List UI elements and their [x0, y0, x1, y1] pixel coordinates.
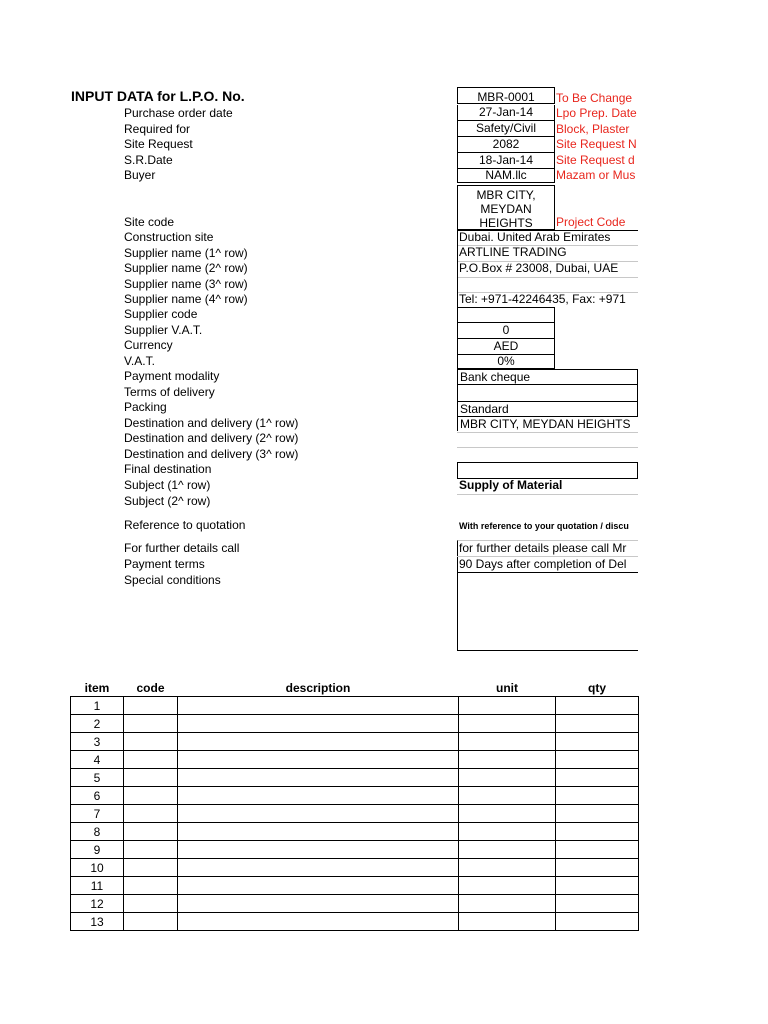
- table-row: [71, 841, 639, 859]
- item-qty-cell[interactable]: [556, 823, 639, 841]
- site-code-line-3: HEIGHTS: [479, 216, 533, 230]
- label-supplier-name-2: Supplier name (2^ row): [124, 261, 248, 275]
- label-supplier-name-4: Supplier name (4^ row): [124, 292, 248, 306]
- subject-2-field[interactable]: [457, 494, 638, 508]
- item-unit-cell[interactable]: [459, 859, 556, 877]
- lpo-number-field[interactable]: MBR-0001: [457, 87, 555, 104]
- po-date-field[interactable]: 27-Jan-14: [457, 105, 555, 121]
- item-unit-cell[interactable]: [459, 787, 556, 805]
- item-description-cell[interactable]: [178, 769, 459, 787]
- item-code-cell[interactable]: [124, 823, 178, 841]
- site-request-field[interactable]: 2082: [457, 137, 555, 153]
- subject-1-field[interactable]: Supply of Material: [459, 478, 563, 492]
- supplier-name-1-field[interactable]: ARTLINE TRADING: [459, 245, 567, 259]
- item-qty-cell[interactable]: [556, 895, 639, 913]
- destination-1-field[interactable]: MBR CITY, MEYDAN HEIGHTS: [457, 416, 638, 431]
- table-row: [71, 913, 639, 931]
- item-number-cell: 10: [71, 859, 124, 877]
- label-supplier-code: Supplier code: [124, 307, 198, 321]
- label-destination-3: Destination and delivery (3^ row): [124, 447, 299, 461]
- table-row: [71, 751, 639, 769]
- item-number-cell: 9: [71, 841, 124, 859]
- label-currency: Currency: [124, 338, 173, 352]
- item-unit-cell[interactable]: [459, 715, 556, 733]
- wide-field-left-border: [457, 230, 458, 307]
- note-buyer: Mazam or Mus: [556, 168, 636, 182]
- column-header-unit: unit: [496, 681, 518, 695]
- label-supplier-name-3: Supplier name (3^ row): [124, 277, 248, 291]
- construction-site-field[interactable]: Dubai. United Arab Emirates: [459, 230, 611, 244]
- item-description-cell[interactable]: [178, 715, 459, 733]
- label-special-conditions: Special conditions: [124, 573, 221, 587]
- item-number-cell: 11: [71, 877, 124, 895]
- label-supplier-name-1: Supplier name (1^ row): [124, 246, 248, 260]
- note-required-for: Block, Plaster: [556, 122, 630, 136]
- item-qty-cell[interactable]: [556, 913, 639, 931]
- item-description-cell[interactable]: [178, 841, 459, 859]
- note-site-code: Project Code: [556, 215, 626, 229]
- item-code-cell[interactable]: [124, 769, 178, 787]
- table-row: [71, 895, 639, 913]
- item-unit-cell[interactable]: [459, 877, 556, 895]
- item-number-cell: 13: [71, 913, 124, 931]
- construction-site-border: [457, 230, 638, 231]
- table-row: [71, 859, 639, 877]
- item-unit-cell[interactable]: [459, 913, 556, 931]
- supplier-name-2-field[interactable]: P.O.Box # 23008, Dubai, UAE: [459, 261, 619, 275]
- item-code-cell[interactable]: [124, 787, 178, 805]
- note-po-date: Lpo Prep. Date: [556, 106, 637, 120]
- gridline: [457, 292, 638, 293]
- reference-to-quotation-field[interactable]: With reference to your quotation / discu: [459, 521, 629, 531]
- label-subject-2: Subject (2^ row): [124, 494, 211, 508]
- item-description-cell[interactable]: [178, 895, 459, 913]
- item-number-cell: 7: [71, 805, 124, 823]
- table-row: [71, 697, 639, 715]
- label-site-code: Site code: [124, 215, 175, 229]
- table-row: [71, 769, 639, 787]
- label-reference-to-quotation: Reference to quotation: [124, 518, 246, 532]
- label-site-request: Site Request: [124, 137, 193, 151]
- item-code-cell[interactable]: [124, 877, 178, 895]
- item-number-cell: 2: [71, 715, 124, 733]
- item-qty-cell[interactable]: [556, 715, 639, 733]
- destination-2-field[interactable]: [457, 432, 638, 447]
- item-description-cell[interactable]: [178, 805, 459, 823]
- note-sr-date: Site Request d: [556, 153, 635, 167]
- item-description-cell[interactable]: [178, 859, 459, 877]
- item-number-cell: 4: [71, 751, 124, 769]
- final-destination-field[interactable]: [457, 462, 638, 479]
- label-buyer: Buyer: [124, 168, 156, 182]
- item-number-cell: 1: [71, 697, 124, 715]
- label-further-details: For further details call: [124, 541, 240, 555]
- item-code-cell[interactable]: [124, 859, 178, 877]
- required-for-field[interactable]: Safety/Civil: [457, 121, 555, 137]
- item-qty-cell[interactable]: [556, 877, 639, 895]
- note-site-request: Site Request N: [556, 137, 637, 151]
- item-code-cell[interactable]: [124, 895, 178, 913]
- supplier-code-field[interactable]: [457, 307, 555, 323]
- label-construction-site: Construction site: [124, 230, 214, 244]
- item-qty-cell[interactable]: [556, 805, 639, 823]
- sr-date-field[interactable]: 18-Jan-14: [457, 153, 555, 169]
- label-payment-terms: Payment terms: [124, 557, 205, 571]
- item-unit-cell[interactable]: [459, 805, 556, 823]
- label-purchase-order-date: Purchase order date: [124, 106, 233, 120]
- vat-field[interactable]: 0%: [457, 355, 555, 369]
- label-destination-2: Destination and delivery (2^ row): [124, 431, 299, 445]
- item-description-cell[interactable]: [178, 877, 459, 895]
- gridline: [457, 245, 638, 246]
- site-code-line-2: MEYDAN: [480, 202, 532, 216]
- table-row: [71, 733, 639, 751]
- label-required-for: Required for: [124, 122, 191, 136]
- item-qty-cell[interactable]: [556, 841, 639, 859]
- column-header-description: description: [285, 681, 351, 695]
- item-code-cell[interactable]: [124, 913, 178, 931]
- item-unit-cell[interactable]: [459, 841, 556, 859]
- supplier-vat-field[interactable]: 0: [457, 323, 555, 339]
- payment-terms-field[interactable]: 90 Days after completion of Del: [459, 557, 627, 571]
- item-number-cell: 6: [71, 787, 124, 805]
- item-unit-cell[interactable]: [459, 769, 556, 787]
- item-qty-cell[interactable]: [556, 769, 639, 787]
- page-title: INPUT DATA for L.P.O. No.: [71, 88, 245, 104]
- item-qty-cell[interactable]: [556, 697, 639, 715]
- item-description-cell[interactable]: [178, 823, 459, 841]
- buyer-field[interactable]: NAM.llc: [457, 169, 555, 183]
- gridline: [457, 261, 638, 262]
- item-number-cell: 12: [71, 895, 124, 913]
- items-table: [70, 680, 639, 931]
- label-final-destination: Final destination: [124, 462, 212, 476]
- item-number-cell: 3: [71, 733, 124, 751]
- packing-field[interactable]: Standard: [457, 401, 638, 416]
- item-qty-cell[interactable]: [556, 859, 639, 877]
- item-qty-cell[interactable]: [556, 733, 639, 751]
- item-description-cell[interactable]: [178, 913, 459, 931]
- item-number-cell: 8: [71, 823, 124, 841]
- item-code-cell[interactable]: [124, 751, 178, 769]
- item-qty-cell[interactable]: [556, 787, 639, 805]
- item-unit-cell[interactable]: [459, 751, 556, 769]
- item-code-cell[interactable]: [124, 733, 178, 751]
- label-subject-1: Subject (1^ row): [124, 478, 211, 492]
- item-code-cell[interactable]: [124, 805, 178, 823]
- item-description-cell[interactable]: [178, 697, 459, 715]
- table-row: [71, 823, 639, 841]
- label-supplier-vat: Supplier V.A.T.: [124, 323, 203, 337]
- item-description-cell[interactable]: [178, 787, 459, 805]
- item-description-cell[interactable]: [178, 733, 459, 751]
- table-row: [71, 805, 639, 823]
- label-destination-1: Destination and delivery (1^ row): [124, 416, 299, 430]
- table-row: [71, 877, 639, 895]
- special-conditions-field[interactable]: [458, 573, 637, 650]
- item-description-cell[interactable]: [178, 751, 459, 769]
- column-header-code: code: [136, 681, 165, 695]
- site-code-line-1: MBR CITY,: [476, 188, 536, 202]
- item-unit-cell[interactable]: [459, 733, 556, 751]
- note-lpo-no: To Be Change: [556, 91, 633, 105]
- item-unit-cell[interactable]: [459, 895, 556, 913]
- label-sr-date: S.R.Date: [124, 153, 173, 167]
- label-terms-of-delivery: Terms of delivery: [124, 385, 215, 399]
- column-header-qty: qty: [588, 681, 606, 695]
- item-unit-cell[interactable]: [459, 823, 556, 841]
- further-details-field[interactable]: for further details please call Mr: [459, 541, 627, 555]
- currency-field[interactable]: AED: [457, 339, 555, 355]
- item-code-cell[interactable]: [124, 697, 178, 715]
- payment-modality-field[interactable]: Bank cheque: [457, 369, 638, 385]
- item-code-cell[interactable]: [124, 715, 178, 733]
- label-vat: V.A.T.: [124, 354, 155, 368]
- site-code-field[interactable]: [457, 185, 555, 230]
- label-payment-modality: Payment modality: [124, 369, 220, 383]
- table-row: [71, 787, 639, 805]
- table-row: [71, 715, 639, 733]
- item-qty-cell[interactable]: [556, 751, 639, 769]
- item-number-cell: 5: [71, 769, 124, 787]
- item-code-cell[interactable]: [124, 841, 178, 859]
- items-table-header: [71, 680, 639, 697]
- destination-3-field[interactable]: [457, 447, 638, 462]
- column-header-item: item: [84, 681, 110, 695]
- supplier-name-4-field[interactable]: Tel: +971-42246435, Fax: +971: [459, 292, 626, 306]
- terms-of-delivery-field[interactable]: [457, 385, 638, 401]
- gridline: [457, 277, 638, 278]
- label-packing: Packing: [124, 400, 167, 414]
- item-unit-cell[interactable]: [459, 697, 556, 715]
